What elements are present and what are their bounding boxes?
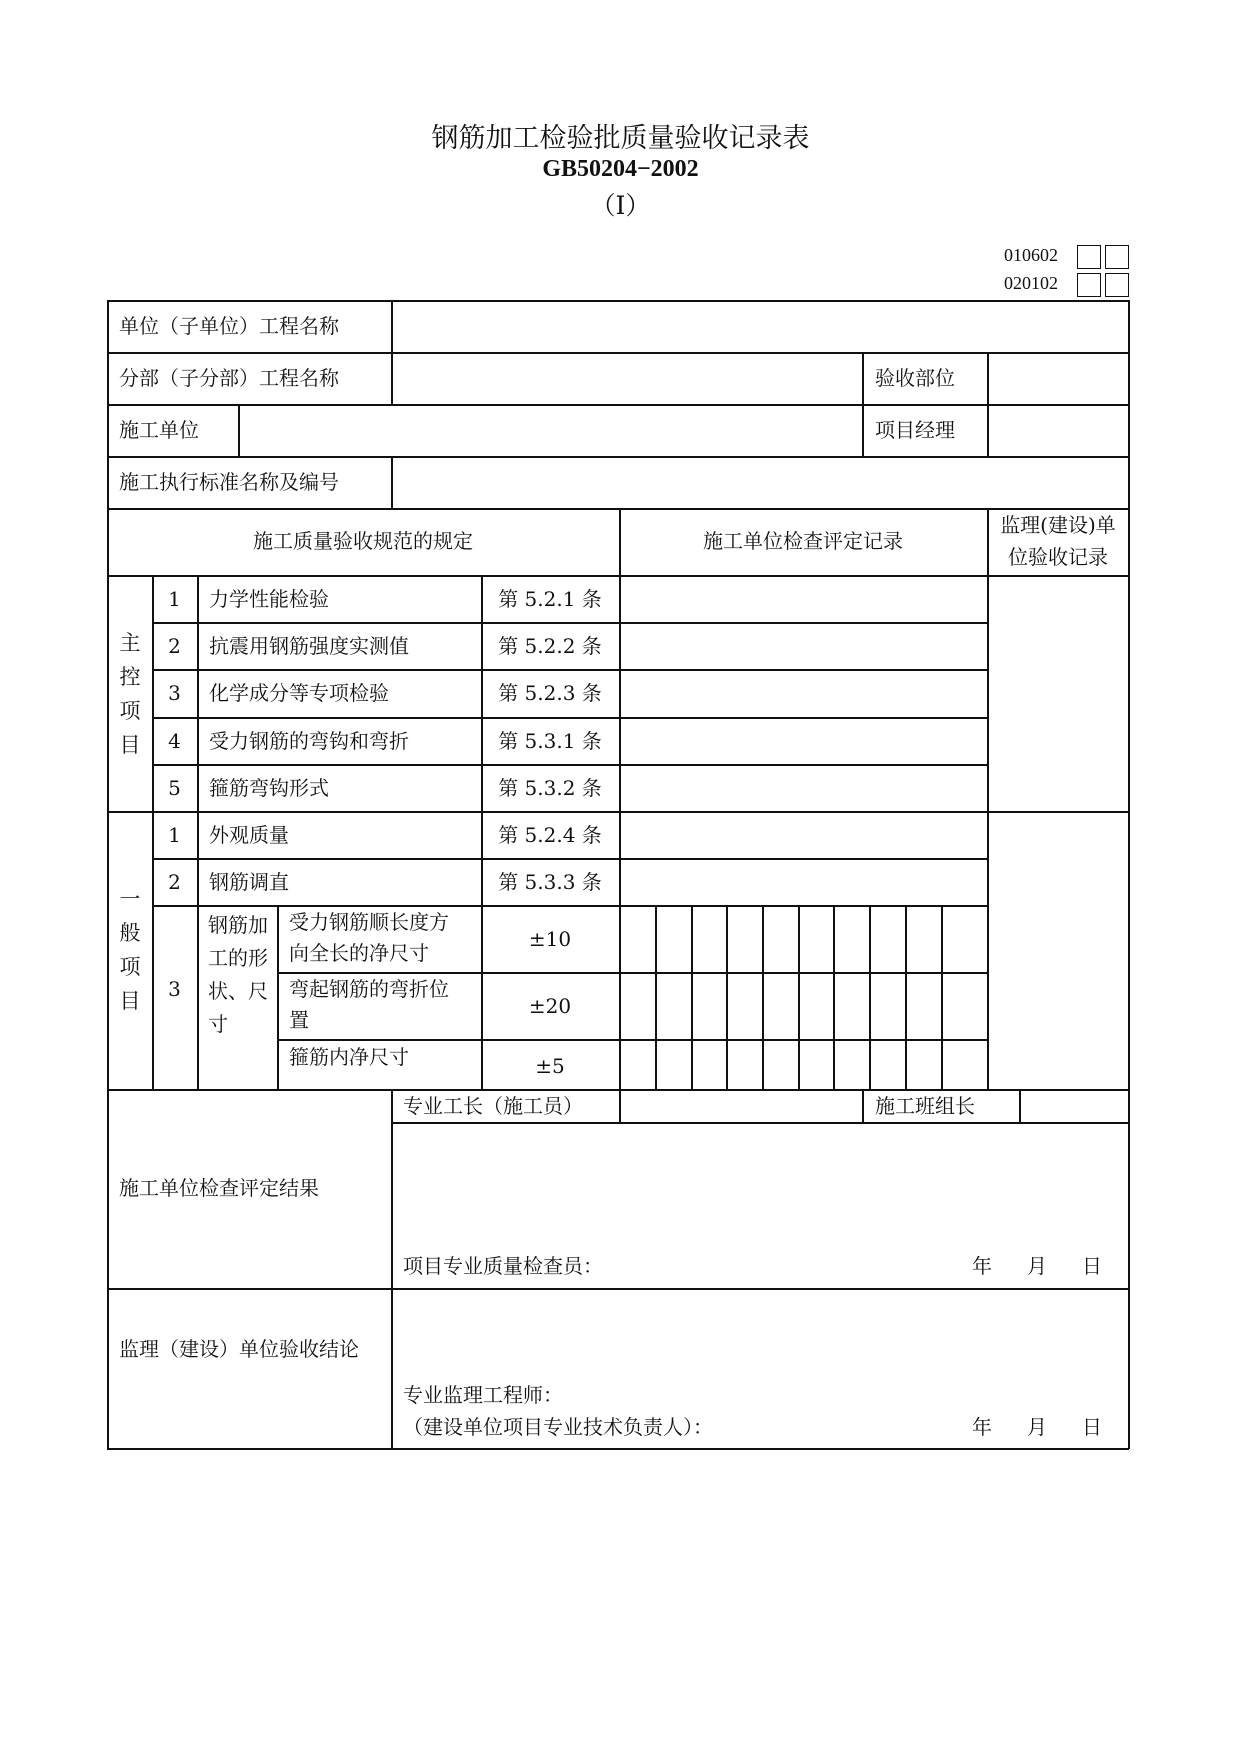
shape-size-group-label: 钢筋加 工的形 状、尺 寸 [208, 913, 268, 1036]
main-item-name: 化学成分等专项检验 [209, 681, 389, 705]
year-label: 年 [972, 1254, 992, 1278]
supervisor-record-header-line2: 位验收记录 [1008, 545, 1108, 569]
supervisor-conclusion-label: 监理（建设）单位验收结论 [119, 1337, 359, 1361]
contractor-record-header: 施工单位检查评定记录 [703, 529, 903, 553]
contractor-field[interactable] [247, 414, 852, 448]
foreman-field[interactable] [621, 1092, 861, 1120]
contractor-result-label: 施工单位检查评定结果 [119, 1176, 319, 1200]
standard-name-field[interactable] [402, 466, 1122, 500]
spec-header: 施工质量验收规范的规定 [253, 529, 473, 553]
general-item-no: 2 [168, 870, 181, 894]
supervisor-record-header-line1: 监理(建设)单 [1000, 513, 1116, 537]
tolerance-value: ±10 [528, 927, 572, 951]
foreman-label: 专业工长（施工员） [403, 1094, 583, 1118]
day-label: 日 [1082, 1254, 1102, 1278]
project-manager-field[interactable] [997, 414, 1122, 448]
quality-inspector-label: 项目专业质量检查员： [403, 1254, 603, 1278]
main-item-no: 3 [168, 681, 181, 705]
sub-project-field[interactable] [402, 362, 852, 396]
contractor-label: 施工单位 [119, 418, 199, 442]
main-item-no: 1 [168, 587, 181, 611]
tolerance-value: ±20 [528, 994, 572, 1018]
acceptance-part-label: 验收部位 [875, 366, 955, 390]
team-leader-label: 施工班组长 [875, 1094, 975, 1118]
project-manager-label: 项目经理 [875, 418, 955, 442]
sub-project-label: 分部（子分部）工程名称 [119, 366, 339, 390]
supervising-engineer-label: 专业监理工程师： [403, 1383, 563, 1407]
main-item-clause: 第 5.3.2 条 [498, 776, 602, 800]
general-item-no: 1 [168, 823, 181, 847]
general-item-clause: 第 5.2.4 条 [498, 823, 602, 847]
standard-code: GB50204−2002 [542, 156, 699, 182]
main-item-no: 4 [168, 729, 181, 753]
form-part: （Ⅰ） [590, 191, 651, 220]
form-title: 钢筋加工检验批质量验收记录表 [431, 123, 810, 154]
form-code-1: 010602 [1004, 245, 1058, 265]
tolerance-item-name: 弯起钢筋的弯折位 置 [289, 977, 449, 1032]
main-item-name: 箍筋弯钩形式 [209, 776, 329, 800]
month-label: 月 [1027, 1254, 1047, 1278]
main-item-name: 抗震用钢筋强度实测值 [209, 634, 409, 658]
main-item-name: 力学性能检验 [209, 587, 329, 611]
main-item-clause: 第 5.2.3 条 [498, 681, 602, 705]
code-box-1a[interactable] [1077, 245, 1101, 269]
code-box-1b[interactable] [1105, 245, 1129, 269]
general-item-name: 外观质量 [209, 823, 289, 847]
general-item-name: 钢筋调直 [209, 870, 289, 894]
main-item-clause: 第 5.3.1 条 [498, 729, 602, 753]
month-label: 月 [1027, 1415, 1047, 1439]
unit-project-field[interactable] [402, 310, 1122, 344]
unit-project-label: 单位（子单位）工程名称 [119, 314, 339, 338]
acceptance-part-field[interactable] [997, 362, 1122, 396]
general-label: 一 般 项 目 [119, 887, 141, 1013]
code-box-2b[interactable] [1105, 273, 1129, 297]
main-item-name: 受力钢筋的弯钩和弯折 [209, 729, 409, 753]
form-code-2: 020102 [1004, 273, 1058, 293]
general-item-clause: 第 5.3.3 条 [498, 870, 602, 894]
main-item-clause: 第 5.2.2 条 [498, 634, 602, 658]
owner-representative-label: （建设单位项目专业技术负责人）： [403, 1415, 713, 1439]
tolerance-item-name: 箍筋内净尺寸 [289, 1045, 409, 1069]
acceptance-table [107, 300, 1129, 1449]
tolerance-value: ±5 [535, 1054, 565, 1078]
team-leader-field[interactable] [1021, 1092, 1126, 1120]
tolerance-item-name: 受力钢筋顺长度方 向全长的净尺寸 [289, 910, 449, 965]
main-item-clause: 第 5.2.1 条 [498, 587, 602, 611]
standard-name-label: 施工执行标准名称及编号 [119, 470, 339, 494]
main-item-no: 5 [168, 776, 181, 800]
general-item-no: 3 [168, 977, 181, 1001]
day-label: 日 [1082, 1415, 1102, 1439]
main-item-no: 2 [168, 634, 181, 658]
main-control-label: 主 控 项 目 [119, 631, 141, 757]
code-box-2a[interactable] [1077, 273, 1101, 297]
year-label: 年 [972, 1415, 992, 1439]
